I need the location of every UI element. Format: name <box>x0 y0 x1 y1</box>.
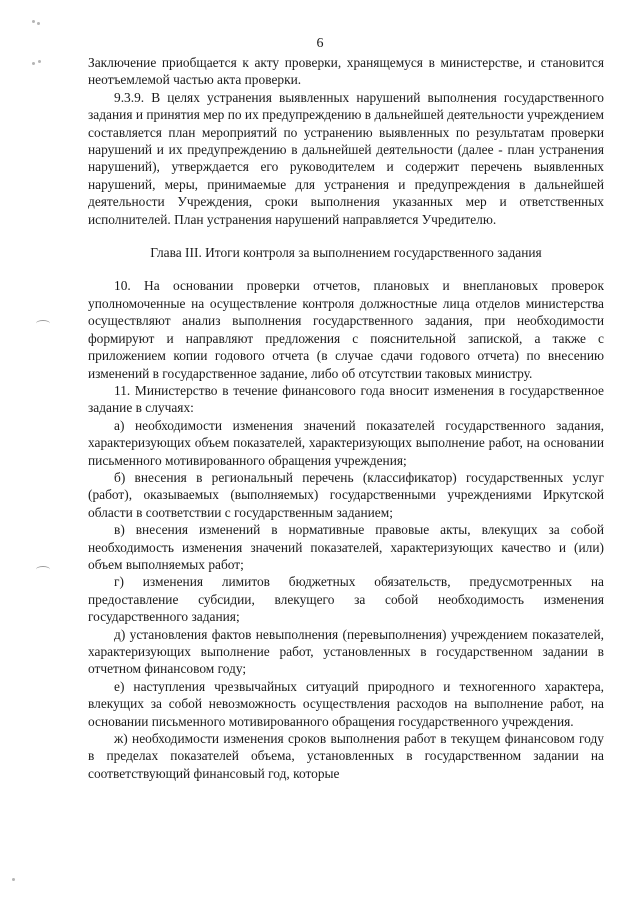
chapter-heading: Глава III. Итоги контроля за выполнением государственного задания <box>150 245 542 261</box>
paragraph-intro: Заключение приобщается к акту проверки, хранящемуся в министерстве, и становится неотъемлемой частью акта проверки. <box>88 55 604 88</box>
list-item-v: в) внесения изменений в нормативные правовые акты, влекущих за собой необходимость изменения значений показателей, характеризующих качество и (или) объем выполняемых работ; <box>88 522 604 572</box>
scan-artifact-dot <box>32 62 35 65</box>
scan-artifact-dot <box>12 878 15 881</box>
list-item-d: д) установления фактов невыполнения (перевыполнения) учреждением показателей, характеризующих выполнение работ, установленных в государственном задании в отчетном финансовом году; <box>88 626 604 677</box>
scan-artifact-dot <box>32 20 35 23</box>
list-item-b: б) внесения в региональный перечень (классификатор) государственных услуг (работ), оказываемых (выполняемых) государственными учреждениями Иркутской области в соответствии с государственным заданием; <box>88 469 604 520</box>
scan-artifact-dot <box>38 60 41 63</box>
paragraph-9-3-9: 9.3.9. В целях устранения выявленных нарушений выполнения государственного задания и принятия мер по их предупреждению в дальнейшей деятельности учреждением составляется план мероприятий по устранению выявленных по результатам проверки нарушений и их предупреждению в дальнейшей деятельности (далее - план устранения нарушений), утверждается его руководителем и содержит перечень выявленных нарушений, меры, принимаемые для устранения и предупреждения в дальнейшей деятельности Учреждения, сроки выполнения указанных мер и ответственных исполнителей. План устранения нарушений направляется Учредителю. <box>88 89 604 227</box>
list-item-g: г) изменения лимитов бюджетных обязательств, предусмотренных на предоставление субсидии, влекущего за собой необходимость изменения государственного задания; <box>88 574 604 625</box>
hole-punch-mark <box>36 566 50 573</box>
hole-punch-mark <box>36 320 50 327</box>
list-item-zh: ж) необходимости изменения сроков выполнения работ в текущем финансовом году в пределах показателей объема, установленных в государственном задании на соответствующий финансовый год, которые <box>88 731 604 781</box>
paragraph-10: 10. На основании проверки отчетов, плановых и внеплановых проверок уполномоченные на осуществление контроля должностные лица отделов министерства осуществляют анализ выполнения государственного задания, при необходимости формируют и направляют предложения с пояснительной запиской, а также с приложением копии годового отчета (в случае сдачи годового отчета) по внесению изменений в государственное задание, либо об отсутствии таковых министру. <box>88 278 604 381</box>
list-item-a: а) необходимости изменения значений показателей государственного задания, характеризующих объем показателей, характеризующих выполнение работ, на основании письменного мотивированного обращения учреждения; <box>88 417 604 468</box>
paragraph-11: 11. Министерство в течение финансового года вносит изменения в государственное задание в случаях: <box>88 382 604 416</box>
page-number: 6 <box>316 36 324 51</box>
list-item-e: е) наступления чрезвычайных ситуаций природного и техногенного характера, влекущих за собой невозможность осуществления расходов на выполнение работ, на основании письменного мотивированного обращения государственного учреждения. <box>88 678 604 729</box>
document-body <box>88 54 604 782</box>
scan-artifact-dot <box>37 22 40 25</box>
